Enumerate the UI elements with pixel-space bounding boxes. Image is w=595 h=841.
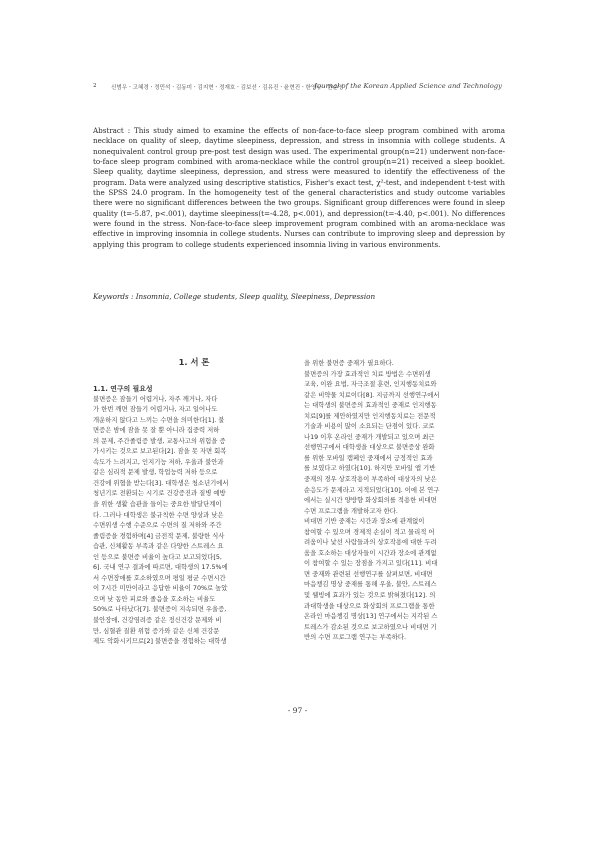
text-line: 건강에 위협을 받는다[3]. 대학생은 청소년기에서 [93,479,229,487]
abstract-section [93,126,505,250]
keywords-line [93,292,375,301]
text-line: 치료[9]를 제안하였지만 인지행동치료는 전문적 [304,412,436,420]
abstract-paragraph [93,126,505,250]
text-line: 및 웰빙에 효과가 있는 것으로 밝혀졌다[12]. 의 [304,592,436,600]
text-line: 만, 심혈관 질환 위험 증가와 같은 신체 건강문 [93,627,220,635]
text-line: 수면위생 수행 수준으로 수면의 질 저하와 주간 [93,522,222,530]
text-line: 온라인 마음챙김 명상[13] 연구에서는 지각된 스 [304,613,438,621]
text-line: 같은 심리적 문제 발생, 학업능력 저하 등으로 [93,469,218,477]
page-number: 2 [93,83,97,89]
left-column [93,356,295,648]
text-line: 서 수면장애를 호소하였으며 평일 평균 수면시간 [93,574,226,582]
text-line: 트레스가 감소된 것으로 보고하였으나 비대면 기 [304,623,437,631]
text-line: 졸림증을 경험하며[4] 금전적 문제, 불량한 식사 [93,532,225,540]
running-header [93,82,502,94]
text-line: 제도 악화시키므로[2] 불면증을 경험하는 대학생 [93,638,227,646]
keywords-text: Insomnia, College students, Sleep quality, Sleepiness, Depression [135,292,376,301]
author-list: 신범우ㆍ고혜경ㆍ정민석ㆍ김동미ㆍ김지현ㆍ정재호ㆍ김보선ㆍ김유진ㆍ윤현진ㆍ한영규ㆍ한순영 [111,85,344,91]
keywords-label: Keywords : [93,292,136,301]
text-line: 면 중재와 관련된 선행연구를 살펴보면, 비대면 [304,570,433,578]
text-line: 선행연구에서 대학생을 대상으로 불면증상 완화 [304,444,435,452]
text-line: 반의 수면 프로그램 연구는 부족하다. [304,634,407,642]
text-line: 을 위한 생활 습관을 들이는 중요한 발달단계이 [93,500,222,508]
text-line: 에서는 실시간 양방향 화상회의를 적용한 비대면 [304,497,437,505]
text-line: 를 위한 모바일 캠페인 중재에서 긍정적인 효과 [304,454,433,462]
text-line: 불면증의 가장 효과적인 치료 방법은 수면위생 [304,370,431,378]
text-line: 속도가 느려지고, 인지기능 저하, 우울과 불안과 [93,458,224,466]
text-line: 불안장애, 건강염려증 같은 정신건강 문제와 비 [93,616,222,624]
abstract-label: Abstract : [93,126,135,135]
text-line: 마음챙김 명상 중재를 통해 우울, 불안, 스트레스 [304,581,437,589]
page-footer: - 97 - [287,706,308,715]
text-line: 가 한번 깨면 잠들기 어렵거나, 자고 일어나도 [93,406,218,414]
text-line: 교육, 이완 요법, 자극조절 훈련, 인지행동치료와 [304,381,437,389]
text-line: 다. 그러나 대학생은 불규칙한 수면 양상과 낮은 [93,511,224,519]
text-line: 청년기로 전환되는 시기로 건강증진과 질병 예방 [93,490,226,498]
text-line: 를 보였다고 하였다[10]. 하지만 모바일 앱 기반 [304,465,436,473]
text-line: 이 참여할 수 있는 장점을 가지고 있다[11]. 비대 [304,560,438,568]
text-line: 습관, 신체활동 부족과 같은 다양한 스트레스 요 [93,543,224,551]
text-line: 움을 호소하는 대상자들이 시간과 장소에 관계없 [304,549,437,557]
text-line: 같은 비약물 치료이다[8]. 지금까지 선행연구에서 [304,391,440,399]
section-title: 1. 서 론 [178,357,210,367]
text-line: 인 등으로 불면증 비율이 높다고 보고되었다[5, [93,553,222,561]
text-line: 기술과 비용이 많이 소요되는 단점이 있다. 코로 [304,423,435,431]
text-line: 불면증은 잠들기 어렵거나, 자주 깨거나, 자다 [93,395,218,403]
text-line: 의 문제, 주간졸림증 발생, 교통사고의 위험을 증 [93,437,226,445]
text-line: 참여할 수 있으며 경제적 손실이 적고 물리적 어 [304,528,435,536]
text-line: 순응도가 문제라고 지적되었다[10]. 이에 본 연구 [304,486,440,494]
text-line: 이 7시간 미만이라고 응답한 비율이 70%로 높았 [93,585,228,593]
left-column-text [93,395,295,648]
abstract-text: This study aimed to examine the effects of non-face-to-face sleep program combined with aroma necklace on quality of sleep, daytime sleepiness, depression, and stress in insomnia with college students. A nonequivalent control group pre-post test design was used. The experimental group(n=21) underwent non-face-to-face sleep program combined with aroma-necklace while the control group(n=21) received a sleep booklet. Sleep quality, daytime sleepiness, depression, and stress were measured to identify the effectiveness of the program. Data were analyzed using descriptive statistics, Fisher's exact test, χ²-test, and independent t-test with the SPSS 24.0 program. In the homogeneity test of the general characteristics and study outcome variables there were no significant differences between the two groups. Significant group differences were found in sleep quality (t=-5.87, p<.001), daytime sleepiness(t=-4.28, p<.001), and depression(t=-4.40, p<.001). No differences were found in the stress. Non-face-to-face sleep improvement program combined with an aroma-necklace was effective in improving insomnia in college students. Nurses can contribute to improving sleep and depression by applying this program to college students experienced insomnia living in various environments. [93,126,505,249]
text-line: 개운하지 않다고 느끼는 수면을 의미한다[1]. 불 [93,416,225,424]
text-line: 을 위한 불면증 중재가 필요하다. [304,360,394,367]
text-line: 면증은 밤에 잠을 못 잘 뿐 아니라 집중력 저하 [93,427,220,435]
text-line: 으며 낮 동안 피로와 졸음을 호소하는 비율도 [93,595,216,603]
text-line: 나19 이후 온라인 중재가 개발되고 있으며 최근 [304,433,435,441]
text-line: 가시키는 것으로 보고된다[2]. 잠을 못 자면 회복 [93,448,227,456]
text-line: 려움이나 낯선 사람들과의 상호작용에 대한 두려 [304,539,437,547]
right-column-text [304,359,506,644]
text-line: 는 대학생의 불면증의 효과적인 중재로 인지행동 [304,402,437,410]
text-line: 과대학생을 대상으로 화상회의 프로그램을 통한 [304,602,435,610]
text-line: 6]. 국내 연구 결과에 따르면, 대학생의 17.5%에 [93,564,228,572]
subsection-title: 1.1. 연구의 필요성 [93,385,153,393]
text-line: 50%로 나타났다[7]. 불면증이 지속되면 우울증, [93,606,227,614]
journal-title: Journal of the Korean Applied Science and Technology [314,82,502,90]
text-line: 비대면 기반 중재는 시간과 장소에 관계없이 [304,518,425,526]
text-line: 중재의 경우 상호작용이 부족하여 대상자의 낮은 [304,476,437,484]
right-column [304,359,506,644]
text-line: 수면 프로그램을 개발하고자 한다. [304,507,398,515]
